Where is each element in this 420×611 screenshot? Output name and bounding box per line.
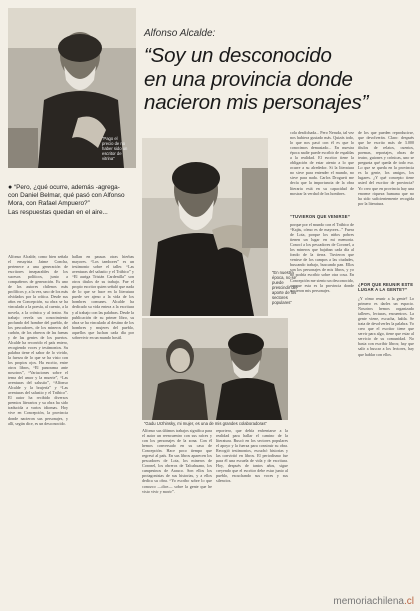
middle-photo-caption: “En nuestra época, no se puede prescindir del aporte de los sectores populares” <box>272 270 297 305</box>
top-photo-caption: “Pago el precio de no haber sido un escritor de vitrina” <box>102 136 128 161</box>
watermark-suffix: .cl <box>404 596 414 607</box>
bullet-icon: ● <box>8 184 13 191</box>
watermark-site: memoriachilena <box>333 596 404 607</box>
couple-photo-caption: “Gadu Urzhinsky, mi mujer, es una de mis grandes colaboradoras” <box>144 421 267 426</box>
column-text: Alfonso Alcalde, como bien señala el ensayista Jaime Concha, pertenece a una generación de escritores inseparables de los sucesos políticos, junto a compañeros de generación. Es uno de los autores chilenos más prolíficos y, a la vez, uno de los más olvidados por la crítica. Desde sus años en Concepción, su obra se ha vinculado a la poesía, al cuento, a la novela, a la crónica y al teatro. Su trabajo revela un conocimiento profundo del hombre del pueblo, de los pescadores, de los mineros del carbón, de los obreros de las faenas y de las gentes de los puertos. Alcalde ha recorrido el país entero, recogiendo voces y testimonios. Su palabra tiene el sabor de lo vivido, la fuerza de lo que se ha visto con los propios ojos. Ha escrito, entre otros libros, “El panorama ante nosotros”, “Variaciones sobre el tema del amor y la muerte”, “Las aventuras del salustio”, “Alfonso Alcalde y la brujería” y “Las aventuras del salustio y el Trúbico”. El autor ha recibido diversos premios literarios y su obra ha sido traducida a varios idiomas. Hoy vive en Concepción, la provincia donde nacieron sus personajes, y allí, según dice, es un desconocido. <box>8 254 68 426</box>
article-column-8 <box>358 296 414 592</box>
article-column-7 <box>358 130 414 280</box>
couple-photo <box>142 318 288 420</box>
subhead-tuvieron: “TUVIERON QUE VENIRSE” <box>290 214 351 219</box>
headline-line: “Soy un desconocido <box>144 44 332 67</box>
site-watermark <box>333 596 414 607</box>
column-text: hallan en pausas otras hierbas mayores. “Los tambores” es un testimonio sobre el taller. “Las aventuras del salustio y el Trúbico” y “El auriga Tristán Cardenilla” son otros títulos de su trabajo. Fue el propio escritor quien señaló que nada de lo que se hace en la literatura puede ser ajeno a la vida de los hombres comunes. Alcalde ha dedicado su vida entera a la escritura y al trabajo con las palabras. Desde la publicación de su primer libro, su obra se ha vinculado al destino de los hombres y mujeres del pueblo, aquellos que luchan cada día por sobrevivir en un mundo hostil. <box>72 254 134 340</box>
article-column-2 <box>72 254 134 602</box>
article-column-6 <box>290 222 354 602</box>
article-headline <box>144 44 414 115</box>
subhead-por-que: ¿POR QUE REUNIR ESTE LUGAR A LA GENTE?” <box>358 282 414 292</box>
column-text: ¿Y cómo reunir a la gente? Lo primero es darles un espacio. Nosotros hemos organizado talleres, lecturas, encuentros. La gente viene, escucha, habla. Se trata de devolverles la palabra. Yo creo que el escritor tiene que servir para algo, tiene que estar al servicio de su comunidad. No basta con escribir libros; hay que salir a buscar a los lectores, hay que hablar con ellos. <box>358 296 414 357</box>
column-text: de los que pueden reproducirse, que devolverán. Claro: después que he escrito más de 3.000 títulos de relatos, cuentos, poemas, reportajes, obras de teatro, guiones y crónicas, uno se pregunta qué queda de todo eso. Lo que se queda en la provincia es la gente, los amigos, los lugares. ¿Y qué concepto tiene usted del escritor de provincia? Yo creo que en provincia hay una enorme riqueza humana que no ha sido suficientemente recogida por la literatura. <box>358 130 414 206</box>
article-column-1 <box>8 254 68 602</box>
pull-quote-line: con Daniel Belmar, qué pasó con Alfonso <box>8 192 125 200</box>
pull-quote-line: Mora, con Rafael Ampuero?” <box>8 200 90 208</box>
pull-quote-line: “Pero, ¿qué ocurre, además -agrega- <box>14 184 120 191</box>
column-text: cola desdichada... Pero Neruda, tal vez nos hubiera gustado más. Quizás todo, lo que nos pasó con él es que lo conocimos demasiado... En nuestra época nadie puede escribir de espaldas a la realidad. El escritor tiene la obligación de estar atento a lo que ocurre a su alrededor. Si la literatura no sirve para entender el mundo, no sirve para nada. Carlos Droguett me decía que la importancia de la obra literaria está en su capacidad de mostrar la verdad de los hombres. <box>290 130 354 196</box>
column-text: reportero, que debía enfrentarse a la realidad para hallar el camino de la literatura. Buscó en los sectores populares el apoyo y la fuerza para construir su obra. Recogió testimonios, escuchó historias y las convirtió en libros. El periodismo fue para él una escuela de vida y de escritura. Hoy, después de tantos años, sigue creyendo que el escritor debe estar junto al pueblo, escuchando sus voces y sus silencios. <box>216 428 288 484</box>
pull-quote-line: Las respuestas quedan en el aire... <box>8 208 108 216</box>
article-column-3 <box>142 428 212 602</box>
column-text: Alfonso sus últimos trabajos significa para el autor un reencuentro con sus raíces y con los personajes de la zona. Con él hemos conversado en su casa de Concepción. Hace poco tiempo que regresó al país. En sus libros aparecen los pescadores de Lota, los mineros de Coronel, los obreros de Talcahuano, los campesinos de Arauco. Son ellos los protagonistas de sus historias, y a ellos dedica su obra. “Yo escribo sobre lo que conozco —dice— sobre la gente que he visto vivir y morir”. <box>142 428 212 494</box>
pull-quote <box>8 184 136 217</box>
article-column-5 <box>290 130 354 210</box>
headline-line: nacieron mis personajes” <box>144 91 369 114</box>
article-column-4 <box>216 428 288 602</box>
article-kicker: Alfonso Alcalde: <box>144 28 216 39</box>
headline-line: en una provincia donde <box>144 67 353 91</box>
middle-portrait-photo <box>142 138 268 316</box>
column-text: porque por el mundo con el Trúbico de “Kajás, cómo es de mayores...” Fuera de Lota, porque los niños pobres tienen un lugar en mi memoria. Conocí a los pescadores de Coronel, a los mineros que bajaban cada día al fondo de la tierra. Tuvieron que venirse de los campos a las ciudades, buscando trabajo, buscando pan. Ellos son los personajes de mis libros, y yo no podría escribir sobre otra cosa. En Concepción me siento un desconocido, aunque esta es la provincia donde nacieron mis personajes. <box>290 222 354 293</box>
